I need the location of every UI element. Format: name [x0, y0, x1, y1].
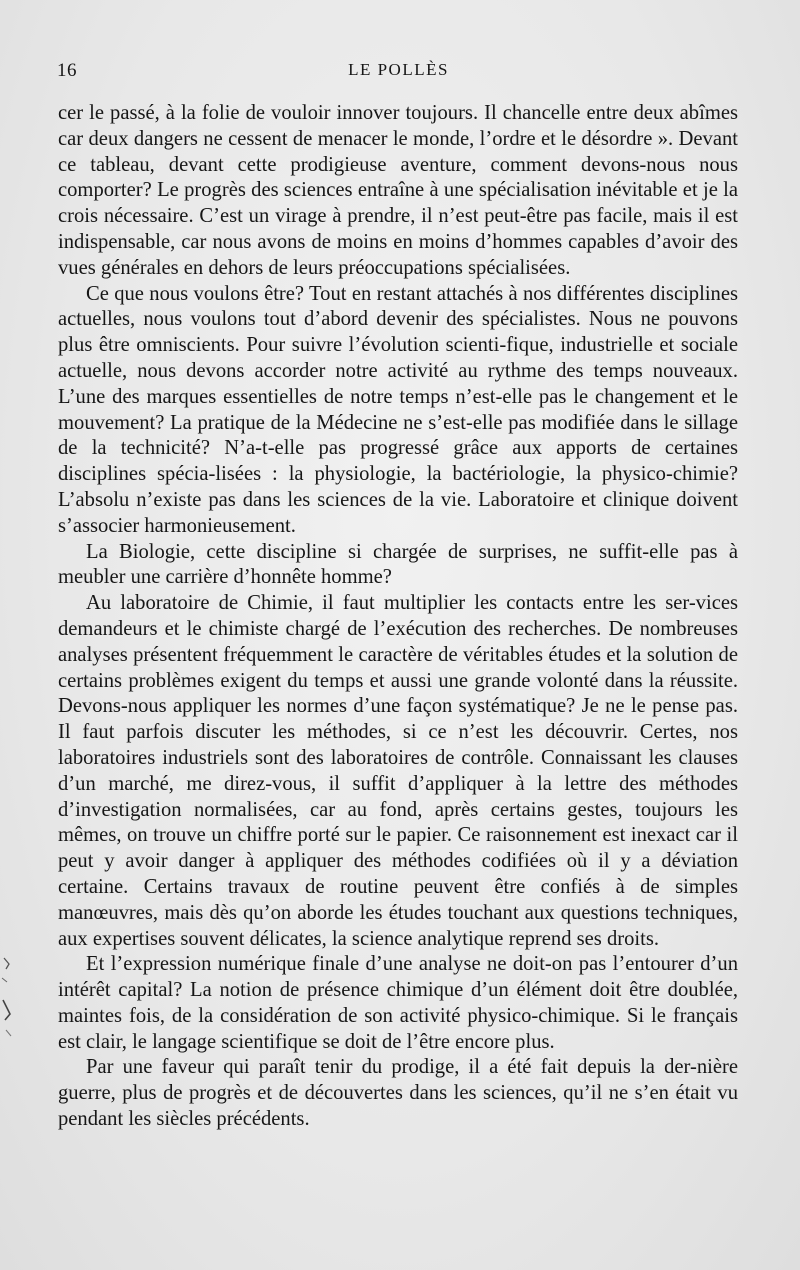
- page-header: [57, 60, 740, 90]
- body-text: [58, 101, 738, 1133]
- paragraph-6: Par une faveur qui paraît tenir du prodige, il a été fait depuis la der-nière guerre, plus de progrès et de découvertes dans les sciences, qu’il ne s’en était vu pendant les siècles précédents.: [58, 1056, 738, 1131]
- page-number: 16: [57, 60, 77, 81]
- paragraph-1: cer le passé, à la folie de vouloir innover toujours. Il chancelle entre deux abîmes car deux dangers ne cessent de menacer le monde, l’ordre et le désordre ». Devant ce tableau, devant cette prodigieuse aventure, comment devons-nous nous comporter? Le progrès des sciences entraîne à une spécialisation inévitable et je la crois nécessaire. C’est un virage à prendre, il n’est peut-être pas facile, mais il est indispensable, car nous avons de moins en moins d’hommes capables d’avoir des vues générales en dehors de leurs préoccupations spécialisées.: [58, 102, 738, 279]
- running-title: LE POLLÈS: [348, 60, 449, 79]
- paragraph-2: Ce que nous voulons être? Tout en restant attachés à nos différentes disciplines actuelles, nous voulons tout d’abord devenir des spécialistes. Nous ne pouvons plus être omniscients. Pour suivre l’évolution scienti-fique, industrielle et sociale actuelle, nous devons accorder notre activité au rythme des temps nouveaux. L’une des marques essentielles de notre temps n’est-elle pas le changement et le mouvement? La pratique de la Médecine ne s’est-elle pas modifiée dans le sillage de la technicité? N’a-t-elle pas progressé grâce aux apports de certaines disciplines spécia-lisées : la physiologie, la bactériologie, la physico-chimie? L’absolu n’existe pas dans les sciences de la vie. Laboratoire et clinique doivent s’associer harmonieusement.: [58, 282, 738, 537]
- paragraph-4: Au laboratoire de Chimie, il faut multiplier les contacts entre les ser-vices demandeurs et le chimiste chargé de l’exécution des recherches. De nombreuses analyses présentent fréquemment le caractère de véritables études et la solution de certains problèmes exigent du temps et aussi une grande volonté dans la réussite. Devons-nous appliquer les normes d’une façon systématique? Je ne le pense pas. Il faut parfois discuter les méthodes, si ce n’est les découvrir. Certes, nos laboratoires industriels sont des laboratoires de contrôle. Connaissant les clauses d’un marché, me direz-vous, il suffit d’appliquer à la lettre des méthodes d’investigation normalisées, car au fond, après certains gestes, toujours les mêmes, on trouve un chiffre porté sur le papier. Ce raisonnement est inexact car il peut y avoir danger à appliquer des méthodes codifiées où il y a déviation certaine. Certains travaux de routine peuvent être confiés à de simples manœuvres, mais dès qu’on aborde les études touchant aux questions techniques, aux expertises souvent délicates, la science analytique reprend ses droits.: [58, 592, 738, 950]
- paragraph-3: La Biologie, cette discipline si chargée de surprises, ne suffit-elle pas à meubler une carrière d’honnête homme?: [58, 540, 738, 589]
- margin-stain-marks: [0, 950, 30, 1070]
- paragraph-5: Et l’expression numérique finale d’une analyse ne doit-on pas l’entourer d’un intérêt capital? La notion de présence chimique d’un élément doit être doublée, maintes fois, de la considération de son activité physico-chimique. Si le français est clair, le langage scientifique se doit de l’être encore plus.: [58, 953, 738, 1053]
